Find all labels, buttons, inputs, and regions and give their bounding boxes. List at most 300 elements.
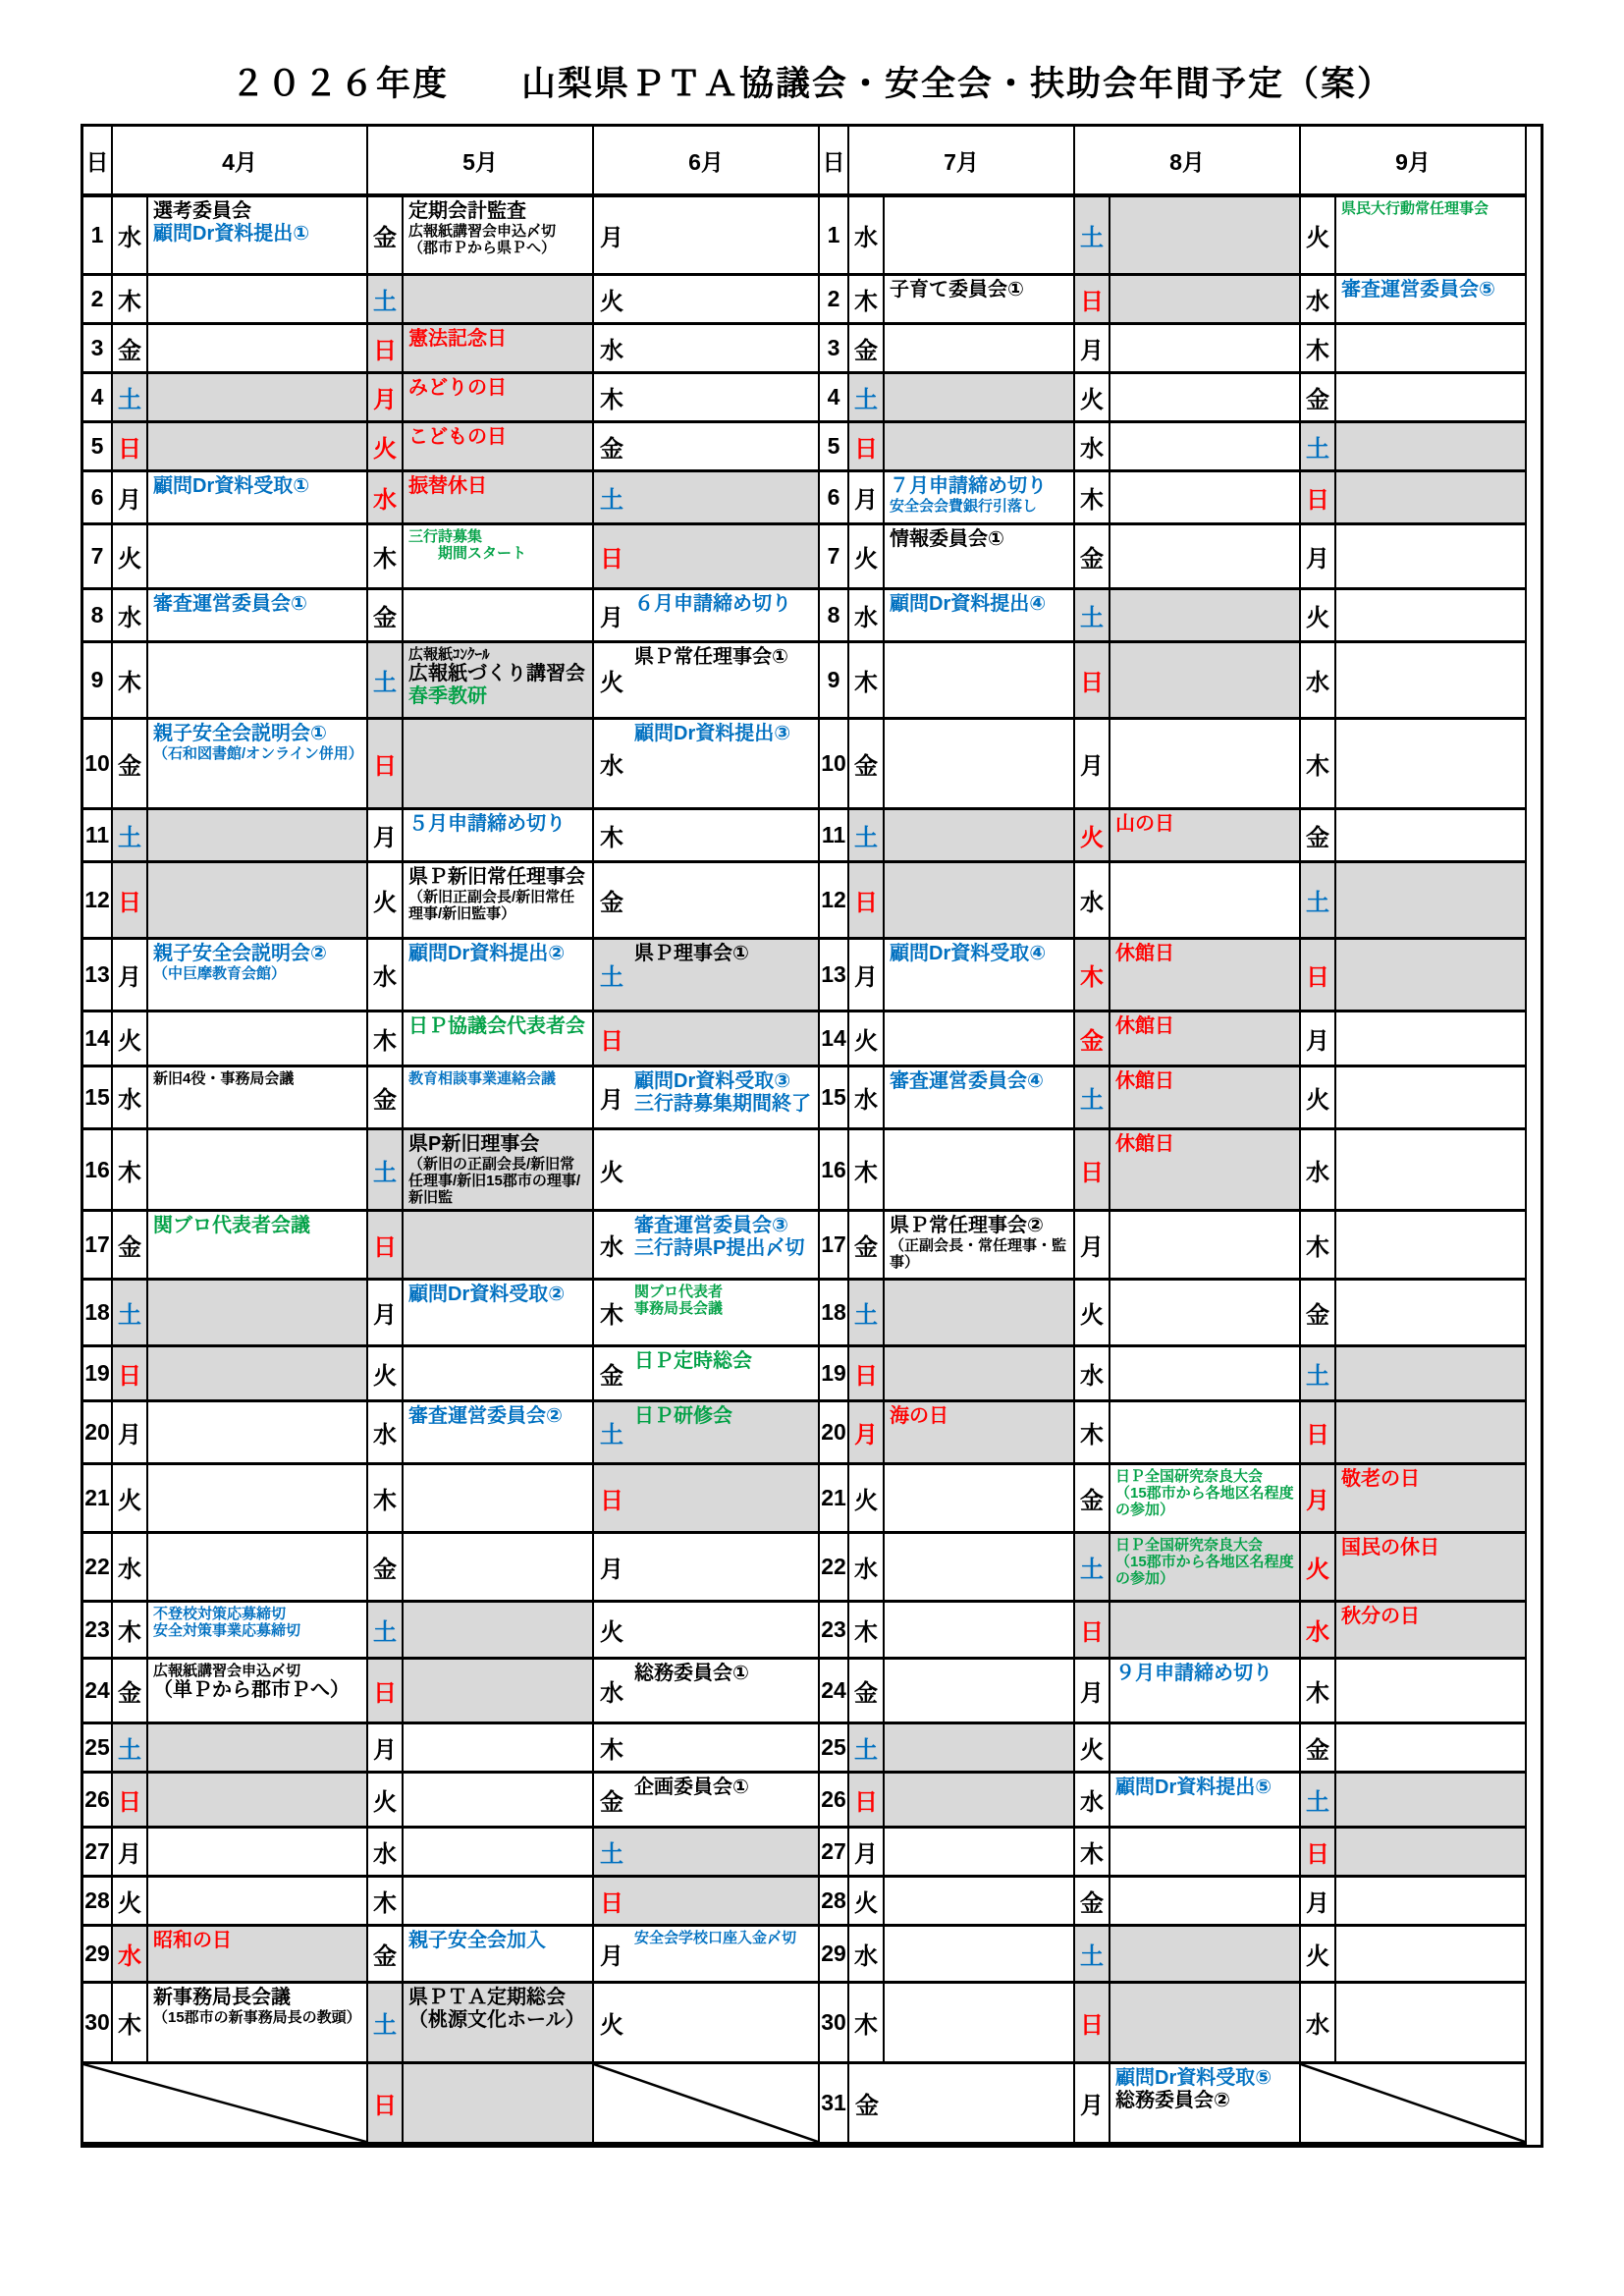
- dow-cell: 水: [368, 940, 404, 1012]
- dow-cell: 月: [1075, 2064, 1110, 2145]
- events-cell: [1336, 1878, 1527, 1927]
- day-number: 19: [820, 1347, 849, 1402]
- events-cell: [885, 423, 1075, 472]
- events-cell: [404, 423, 594, 472]
- dow-cell: 金: [1075, 1465, 1110, 1534]
- dow-cell: 火: [1075, 810, 1110, 863]
- event-text: 県P新旧理事会: [408, 1133, 540, 1155]
- dow-cell: 火: [113, 1012, 148, 1067]
- events-cell: [148, 472, 368, 525]
- day-number: 17: [820, 1212, 849, 1281]
- dow-cell: 土: [849, 810, 885, 863]
- event-text: 審査運営委員会③: [634, 1215, 788, 1237]
- dow-cell: 金: [1301, 1724, 1336, 1774]
- day-number: 21: [820, 1465, 849, 1534]
- dow-cell: 水: [594, 1660, 629, 1724]
- event-text: 休館日: [1115, 1015, 1174, 1037]
- dow-cell: 火: [594, 1984, 629, 2064]
- event-text: 広報紙講習会申込〆切: [408, 222, 557, 240]
- dow-cell: 日: [1075, 276, 1110, 325]
- dow-cell: 木: [368, 1465, 404, 1534]
- event-text: 県ＰＴＡ定期総会: [408, 1987, 566, 2009]
- dow-cell: 土: [113, 1724, 148, 1774]
- day-number: 22: [83, 1534, 113, 1603]
- events-cell: [404, 276, 594, 325]
- event-text: 顧問Dr資料受取⑤: [1115, 2067, 1272, 2090]
- events-cell: [629, 863, 820, 940]
- event-text: 安全対策事業応募締切: [153, 1622, 301, 1640]
- events-cell: [1336, 1829, 1527, 1878]
- dow-cell: 木: [849, 1603, 885, 1660]
- events-cell: [148, 1829, 368, 1878]
- dow-cell: 水: [1301, 643, 1336, 720]
- day-number: 8: [83, 590, 113, 643]
- events-cell: [148, 276, 368, 325]
- event-text: 定期会計監査: [408, 200, 526, 222]
- events-cell: [885, 863, 1075, 940]
- header-month-8月: 8月: [1075, 127, 1301, 197]
- events-cell: [1336, 720, 1527, 810]
- events-cell: [629, 643, 820, 720]
- dow-cell: 月: [849, 1829, 885, 1878]
- day-number: 27: [83, 1829, 113, 1878]
- day-number: 26: [83, 1774, 113, 1829]
- header-month-5月: 5月: [368, 127, 594, 197]
- event-text: 春季教研: [408, 684, 487, 707]
- dow-cell: 水: [368, 472, 404, 525]
- dow-cell: 木: [368, 1012, 404, 1067]
- dow-cell: 木: [113, 1603, 148, 1660]
- event-text: 子育て委員会①: [890, 279, 1024, 301]
- events-cell: [404, 1829, 594, 1878]
- dow-cell: 金: [849, 325, 885, 374]
- events-cell: [629, 423, 820, 472]
- event-text: 昭和の日: [153, 1930, 232, 1952]
- event-text: 三行詩募集期間終了: [634, 1092, 811, 1115]
- events-cell: [629, 1465, 820, 1534]
- events-cell: [885, 1724, 1075, 1774]
- dow-cell: 日: [1301, 1829, 1336, 1878]
- event-text: （単Ｐから郡市Ｐへ）: [153, 1679, 350, 1702]
- day-number: 3: [83, 325, 113, 374]
- day-number: 11: [820, 810, 849, 863]
- event-text: 顧問Dr資料提出⑤: [1115, 1777, 1272, 1799]
- dow-cell: 火: [594, 643, 629, 720]
- events-cell: [148, 525, 368, 590]
- diagonal-empty-cell: [1301, 2064, 1527, 2145]
- events-cell: [1110, 423, 1301, 472]
- events-cell: [629, 1927, 820, 1984]
- day-number: 8: [820, 590, 849, 643]
- dow-cell: 金: [1075, 1878, 1110, 1927]
- event-text: 休館日: [1115, 943, 1174, 964]
- events-cell: [885, 1347, 1075, 1402]
- dow-cell: 火: [594, 1130, 629, 1212]
- dow-cell: 木: [113, 643, 148, 720]
- events-cell: [1110, 1829, 1301, 1878]
- dow-cell: 土: [594, 1402, 629, 1465]
- dow-cell: 土: [849, 1281, 885, 1347]
- events-cell: [629, 1984, 820, 2064]
- dow-cell: 水: [849, 197, 885, 276]
- dow-cell: 日: [594, 525, 629, 590]
- events-cell: [404, 1927, 594, 1984]
- dow-cell: 月: [113, 1829, 148, 1878]
- events-cell: [885, 1212, 1075, 1281]
- events-cell: [1110, 1660, 1301, 1724]
- dow-cell: 土: [1075, 1534, 1110, 1603]
- dow-cell: 火: [1075, 374, 1110, 423]
- events-cell: [148, 1984, 368, 2064]
- dow-cell: 月: [1301, 1878, 1336, 1927]
- events-cell: [1336, 325, 1527, 374]
- dow-cell: 日: [368, 325, 404, 374]
- events-cell: [885, 940, 1075, 1012]
- events-cell: [629, 1534, 820, 1603]
- events-cell: [148, 1402, 368, 1465]
- dow-cell: 木: [1075, 940, 1110, 1012]
- dow-cell: 火: [849, 1012, 885, 1067]
- day-number: 16: [83, 1130, 113, 1212]
- dow-cell: 木: [849, 276, 885, 325]
- events-cell: [1336, 1012, 1527, 1067]
- events-cell: [885, 472, 1075, 525]
- event-text: 関ブロ代表者: [634, 1284, 724, 1301]
- dow-cell: 水: [368, 1402, 404, 1465]
- dow-cell: 土: [849, 374, 885, 423]
- dow-cell: 日: [594, 1012, 629, 1067]
- events-cell: [629, 525, 820, 590]
- dow-cell: 月: [368, 1281, 404, 1347]
- events-cell: [1110, 374, 1301, 423]
- events-cell: [404, 325, 594, 374]
- day-number: 1: [820, 197, 849, 276]
- events-cell: [629, 1067, 820, 1130]
- events-cell: [629, 590, 820, 643]
- dow-cell: 月: [368, 810, 404, 863]
- dow-cell: 月: [113, 1402, 148, 1465]
- events-cell: [885, 1984, 1075, 2064]
- day-number: 14: [820, 1012, 849, 1067]
- events-cell: [629, 1724, 820, 1774]
- dow-cell: 木: [849, 1130, 885, 1212]
- events-cell: [629, 1130, 820, 1212]
- events-cell: [885, 1534, 1075, 1603]
- events-cell: [885, 1927, 1075, 1984]
- events-cell: [1110, 1130, 1301, 1212]
- dow-cell: 土: [1301, 1774, 1336, 1829]
- events-cell: [885, 720, 1075, 810]
- event-text: 休館日: [1115, 1133, 1174, 1155]
- dow-cell: 木: [113, 1984, 148, 2064]
- dow-cell: 金: [1301, 1281, 1336, 1347]
- dow-cell: 水: [1301, 1603, 1336, 1660]
- events-cell: [629, 1281, 820, 1347]
- events-cell: [148, 325, 368, 374]
- events-cell: [404, 374, 594, 423]
- event-text: ７月申請締め切り: [890, 475, 1047, 497]
- dow-cell: 金: [849, 1660, 885, 1724]
- dow-cell: 日: [113, 863, 148, 940]
- day-number: 23: [83, 1603, 113, 1660]
- events-cell: [148, 423, 368, 472]
- dow-cell: 土: [113, 1281, 148, 1347]
- dow-cell: 月: [594, 1067, 629, 1130]
- events-cell: [1336, 1067, 1527, 1130]
- event-text: 広報紙づくり講習会: [408, 663, 585, 685]
- events-cell: [1336, 1984, 1527, 2064]
- dow-cell: 木: [849, 1984, 885, 2064]
- event-text: ６月申請締め切り: [634, 593, 791, 615]
- event-text: 敬老の日: [1341, 1468, 1420, 1491]
- day-number: 17: [83, 1212, 113, 1281]
- event-text: 企画委員会①: [634, 1777, 749, 1799]
- dow-cell: 火: [113, 525, 148, 590]
- day-number: 12: [820, 863, 849, 940]
- event-text: 新旧4役・事務局会議: [153, 1070, 295, 1087]
- dow-cell: 火: [368, 863, 404, 940]
- event-text: 日Ｐ定時総会: [634, 1350, 752, 1373]
- events-cell: [1336, 1212, 1527, 1281]
- dow-cell: 火: [849, 525, 885, 590]
- dow-cell: 火: [368, 423, 404, 472]
- events-cell: [629, 325, 820, 374]
- events-cell: [1336, 1927, 1527, 1984]
- events-cell: [885, 1774, 1075, 1829]
- events-cell: [404, 1281, 594, 1347]
- events-cell: [404, 810, 594, 863]
- day-number: 14: [83, 1012, 113, 1067]
- events-cell: [404, 1347, 594, 1402]
- events-cell: [404, 1878, 594, 1927]
- dow-cell: 火: [113, 1465, 148, 1534]
- event-text: （15郡市から各地区名程度の参加）: [1115, 1485, 1294, 1519]
- diagonal-line: [594, 2064, 818, 2142]
- dow-cell: 水: [1075, 863, 1110, 940]
- dow-cell: 金: [849, 1212, 885, 1281]
- dow-cell: 月: [594, 197, 629, 276]
- events-cell: [885, 1603, 1075, 1660]
- dow-cell: 金: [849, 720, 885, 810]
- dow-cell: 金: [113, 325, 148, 374]
- event-text: 県Ｐ新旧常任理事会: [408, 866, 585, 888]
- day-number: 20: [820, 1402, 849, 1465]
- events-cell: [404, 863, 594, 940]
- events-cell: [404, 1067, 594, 1130]
- dow-cell: 金: [368, 1534, 404, 1603]
- dow-cell: 土: [1075, 1927, 1110, 1984]
- events-cell: [1336, 1281, 1527, 1347]
- dow-cell: 水: [368, 1829, 404, 1878]
- day-number: 4: [820, 374, 849, 423]
- events-cell: [1336, 1660, 1527, 1724]
- dow-cell: 木: [849, 643, 885, 720]
- dow-cell: 火: [1301, 1534, 1336, 1603]
- events-cell: [629, 472, 820, 525]
- event-text: 県Ｐ常任理事会①: [634, 646, 788, 668]
- dow-cell: 日: [113, 1347, 148, 1402]
- event-text: 不登校対策応募締切: [153, 1606, 287, 1623]
- events-cell: [148, 1281, 368, 1347]
- dow-cell: 木: [594, 1281, 629, 1347]
- events-cell: [1110, 590, 1301, 643]
- dow-cell: 日: [1075, 643, 1110, 720]
- event-text: 教育相談事業連絡会議: [408, 1070, 557, 1087]
- events-cell: [148, 863, 368, 940]
- dow-cell: 月: [1301, 1012, 1336, 1067]
- dow-cell: 火: [1075, 1281, 1110, 1347]
- dow-cell: 土: [594, 1829, 629, 1878]
- event-text: 県Ｐ理事会①: [634, 943, 749, 964]
- events-cell: [885, 1402, 1075, 1465]
- dow-cell: 木: [594, 374, 629, 423]
- event-text: 親子安全会説明会②: [153, 943, 327, 964]
- dow-cell: 水: [849, 1927, 885, 1984]
- event-text: 海の日: [890, 1405, 948, 1428]
- event-text: 県民大行動常任理事会: [1341, 200, 1489, 217]
- dow-cell: 金: [368, 1927, 404, 1984]
- events-cell: [1110, 1465, 1301, 1534]
- dow-cell: 火: [1301, 1067, 1336, 1130]
- event-text: 情報委員会①: [890, 528, 1004, 550]
- events-cell: [148, 720, 368, 810]
- day-number: 7: [820, 525, 849, 590]
- dow-cell: 日: [594, 1465, 629, 1534]
- dow-cell: 金: [594, 1347, 629, 1402]
- day-number: 9: [820, 643, 849, 720]
- dow-cell: 水: [1301, 276, 1336, 325]
- events-cell: [885, 1878, 1075, 1927]
- event-text: 安全会会費銀行引落し: [890, 497, 1038, 515]
- diagonal-empty-cell: [83, 2064, 368, 2145]
- events-cell: [1110, 525, 1301, 590]
- day-number: 25: [83, 1724, 113, 1774]
- dow-cell: 木: [1075, 472, 1110, 525]
- header-month-4月: 4月: [113, 127, 368, 197]
- events-cell: [1336, 525, 1527, 590]
- dow-cell: 木: [113, 1130, 148, 1212]
- dow-cell: 水: [1075, 423, 1110, 472]
- dow-cell: 土: [368, 1984, 404, 2064]
- dow-cell: 木: [368, 1878, 404, 1927]
- dow-cell: 金: [594, 423, 629, 472]
- event-text: 顧問Dr資料提出①: [153, 222, 310, 245]
- dow-cell: 金: [113, 1212, 148, 1281]
- events-cell: [1110, 472, 1301, 525]
- dow-cell: 水: [594, 1212, 629, 1281]
- day-number: 9: [83, 643, 113, 720]
- dow-cell: 火: [368, 1347, 404, 1402]
- events-cell: [404, 1212, 594, 1281]
- events-cell: [885, 643, 1075, 720]
- events-cell: [148, 197, 368, 276]
- dow-cell: 月: [1301, 1465, 1336, 1534]
- day-number: 25: [820, 1724, 849, 1774]
- event-text: （桃源文化ホール）: [408, 2008, 585, 2031]
- dow-cell: 日: [368, 720, 404, 810]
- event-text: 三行詩県P提出〆切: [634, 1236, 805, 1259]
- events-cell: [629, 810, 820, 863]
- event-text: （郡市Ｐから県Ｐへ）: [408, 239, 557, 256]
- events-cell: [885, 590, 1075, 643]
- day-number: 5: [83, 423, 113, 472]
- day-number: 4: [83, 374, 113, 423]
- event-text: 審査運営委員会①: [153, 593, 307, 615]
- dow-cell: 木: [1301, 1212, 1336, 1281]
- day-number: 13: [83, 940, 113, 1012]
- annual-schedule-table: [81, 124, 1543, 2148]
- event-text: 顧問Dr資料提出④: [890, 593, 1047, 615]
- events-cell: [1336, 1724, 1527, 1774]
- dow-cell: 金: [1075, 525, 1110, 590]
- events-cell: [1110, 1774, 1301, 1829]
- event-text: 選考委員会: [153, 200, 251, 222]
- dow-cell: 日: [594, 1878, 629, 1927]
- dow-cell: 月: [594, 1927, 629, 1984]
- event-text: （15郡市の新事務局長の教頭）: [153, 2008, 361, 2026]
- dow-cell: 月: [1075, 1660, 1110, 1724]
- dow-cell: 水: [1301, 1984, 1336, 2064]
- dow-cell: 金: [368, 197, 404, 276]
- events-cell: [404, 2064, 594, 2145]
- event-text: 広報紙ｺﾝｸｰﾙ: [408, 646, 490, 663]
- events-cell: [148, 940, 368, 1012]
- dow-cell: 水: [849, 590, 885, 643]
- event-text: 親子安全会説明会①: [153, 723, 327, 744]
- event-text: （中巨摩教育会館）: [153, 964, 287, 982]
- page-title: ２０２６年度 山梨県ＰＴＡ協議会・安全会・扶助会年間予定（案）: [230, 65, 1393, 103]
- dow-cell: 金: [368, 1067, 404, 1130]
- events-cell: [885, 276, 1075, 325]
- events-cell: [885, 197, 1075, 276]
- day-number: 30: [83, 1984, 113, 2064]
- event-text: 顧問Dr資料受取③: [634, 1070, 791, 1092]
- events-cell: [629, 1774, 820, 1829]
- event-text: 日Ｐ全国研究奈良大会: [1115, 1537, 1264, 1555]
- events-cell: [148, 1878, 368, 1927]
- events-cell: [148, 374, 368, 423]
- events-cell: [1336, 940, 1527, 1012]
- dow-cell: 火: [1301, 1927, 1336, 1984]
- events-cell: [885, 1829, 1075, 1878]
- events-cell: [629, 720, 820, 810]
- events-cell: [404, 1130, 594, 1212]
- diagonal-line: [83, 2064, 366, 2142]
- event-text: 審査運営委員会⑤: [1341, 279, 1495, 301]
- event-text: （正副会長・常任理事・監事）: [890, 1236, 1067, 1271]
- events-cell: [404, 1774, 594, 1829]
- events-cell: [629, 1347, 820, 1402]
- day-number: 29: [83, 1927, 113, 1984]
- dow-cell: 土: [1075, 1067, 1110, 1130]
- events-cell: [1336, 863, 1527, 940]
- dow-cell: 月: [368, 1724, 404, 1774]
- day-number: 20: [83, 1402, 113, 1465]
- dow-cell: 火: [368, 1774, 404, 1829]
- dow-cell: 水: [113, 590, 148, 643]
- events-cell: [148, 1774, 368, 1829]
- dow-cell: 水: [594, 720, 629, 810]
- dow-cell: 金: [1075, 1012, 1110, 1067]
- events-cell: [404, 1012, 594, 1067]
- event-text: 顧問Dr資料提出②: [408, 943, 566, 964]
- events-cell: [404, 940, 594, 1012]
- event-text: 総務委員会②: [1115, 2089, 1230, 2111]
- events-cell: [1336, 643, 1527, 720]
- event-text: 山の日: [1115, 813, 1174, 835]
- dow-cell: 日: [368, 2064, 404, 2145]
- day-number: 10: [820, 720, 849, 810]
